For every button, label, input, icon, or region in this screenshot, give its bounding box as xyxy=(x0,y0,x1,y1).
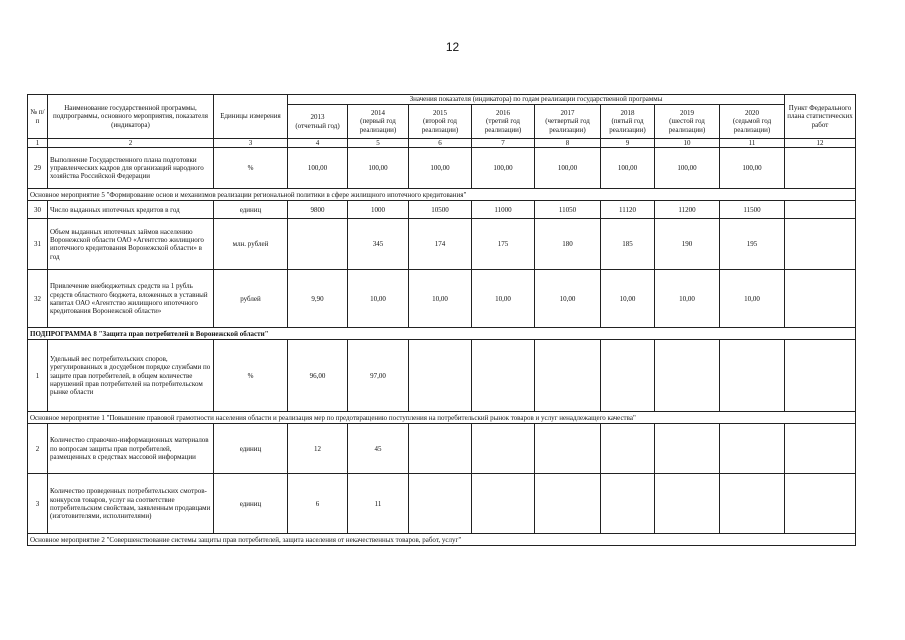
row-value: 100,00 xyxy=(655,148,720,189)
row-value: 190 xyxy=(655,219,720,270)
row-num: 29 xyxy=(28,148,48,189)
row-value: 100,00 xyxy=(535,148,601,189)
row-value: 195 xyxy=(720,219,785,270)
row-value: 10,00 xyxy=(472,270,535,328)
row-value: 10,00 xyxy=(409,270,472,328)
section-row xyxy=(28,412,856,424)
row-fed-plan xyxy=(785,201,856,219)
row-num: 32 xyxy=(28,270,48,328)
row-fed-plan xyxy=(785,424,856,474)
row-value: 10,00 xyxy=(655,270,720,328)
table-row xyxy=(28,474,856,534)
indicators-table xyxy=(27,94,856,546)
col-number: 3 xyxy=(214,139,288,148)
row-value xyxy=(655,424,720,474)
row-unit: единиц xyxy=(214,474,288,534)
row-value: 6 xyxy=(288,474,348,534)
row-unit: % xyxy=(214,340,288,412)
row-value: 96,00 xyxy=(288,340,348,412)
col-number: 8 xyxy=(535,139,601,148)
table-row xyxy=(28,148,856,189)
section-title: Основное мероприятие 5 "Формирование основ и механизмов реализации региональной политики в сфере жилищного ипотечного кредитования" xyxy=(28,189,856,201)
col-number: 11 xyxy=(720,139,785,148)
table-row xyxy=(28,270,856,328)
row-unit: единиц xyxy=(214,201,288,219)
header-unit: Единицы измерения xyxy=(214,95,288,139)
row-value xyxy=(655,474,720,534)
table-row xyxy=(28,424,856,474)
row-value: 100,00 xyxy=(601,148,655,189)
row-value xyxy=(409,424,472,474)
row-value xyxy=(409,474,472,534)
row-fed-plan xyxy=(785,340,856,412)
row-value: 180 xyxy=(535,219,601,270)
row-name: Выполнение Государственного плана подготовки управленческих кадров для организаций народного хозяйства Российской Федерации xyxy=(48,148,214,189)
row-value xyxy=(720,424,785,474)
row-value xyxy=(288,219,348,270)
row-value: 11000 xyxy=(472,201,535,219)
row-value: 175 xyxy=(472,219,535,270)
row-value: 9,90 xyxy=(288,270,348,328)
section-title: Основное мероприятие 2 "Совершенствование системы защиты прав потребителей, защита населения от некачественных товаров, работ, услуг" xyxy=(28,534,856,546)
row-name: Количество проведенных потребительских смотров-конкурсов товаров, услуг на соответствие потребительским свойствам, заявленным продавцами (изготовителями, исполнителями) xyxy=(48,474,214,534)
year-cell: 2019 (шестой год реализации) xyxy=(655,105,720,139)
row-value: 345 xyxy=(348,219,409,270)
col-number: 10 xyxy=(655,139,720,148)
row-num: 3 xyxy=(28,474,48,534)
year-cell: 2017 (четвертый год реализации) xyxy=(535,105,601,139)
row-value: 100,00 xyxy=(288,148,348,189)
row-fed-plan xyxy=(785,474,856,534)
header-row-1 xyxy=(28,95,856,105)
section-title: Основное мероприятие 1 "Повышение правовой грамотности населения области и реализация мер по предотвращению поступления на потребительский рынок товаров и услуг ненадлежащего качества" xyxy=(28,412,856,424)
row-value xyxy=(601,474,655,534)
row-value xyxy=(720,340,785,412)
table-row xyxy=(28,201,856,219)
row-value: 12 xyxy=(288,424,348,474)
col-number: 1 xyxy=(28,139,48,148)
row-num: 31 xyxy=(28,219,48,270)
year-cell: 2020 (седьмой год реализации) xyxy=(720,105,785,139)
header-name: Наименование государственной программы, подпрограммы, основного мероприятия, показателя (индикатора) xyxy=(48,95,214,139)
row-value: 185 xyxy=(601,219,655,270)
row-value: 11 xyxy=(348,474,409,534)
row-num: 1 xyxy=(28,340,48,412)
row-name: Количество справочно-информационных материалов по вопросам защиты прав потребителей, размещенных в средствах массовой информации xyxy=(48,424,214,474)
row-value xyxy=(535,474,601,534)
header-fed-plan: Пункт Федерального плана статистических работ xyxy=(785,95,856,139)
row-name: Удельный вес потребительских споров, урегулированных в досудебном порядке службами по защите прав потребителей, в общем количестве нарушений прав потребителей на потребительском рынке области xyxy=(48,340,214,412)
row-value: 11050 xyxy=(535,201,601,219)
year-cell: 2016 (третий год реализации) xyxy=(472,105,535,139)
col-number: 5 xyxy=(348,139,409,148)
row-value: 11500 xyxy=(720,201,785,219)
subprogram-row xyxy=(28,328,856,340)
row-value xyxy=(535,424,601,474)
row-value xyxy=(601,424,655,474)
row-unit: млн. рублей xyxy=(214,219,288,270)
col-number: 7 xyxy=(472,139,535,148)
row-value xyxy=(601,340,655,412)
row-fed-plan xyxy=(785,219,856,270)
row-value xyxy=(535,340,601,412)
table-row xyxy=(28,219,856,270)
row-value: 1000 xyxy=(348,201,409,219)
row-value xyxy=(409,340,472,412)
row-value: 100,00 xyxy=(720,148,785,189)
row-unit: единиц xyxy=(214,424,288,474)
row-name: Привлечение внебюджетных средств на 1 рубль средств областного бюджета, вложенных в уставный капитал ОАО «Агентство жилищного ипотечного кредитования Воронежской области» xyxy=(48,270,214,328)
row-value: 174 xyxy=(409,219,472,270)
row-value xyxy=(655,340,720,412)
row-unit: рублей xyxy=(214,270,288,328)
row-value: 10,00 xyxy=(535,270,601,328)
row-num: 2 xyxy=(28,424,48,474)
header-num: № п/п xyxy=(28,95,48,139)
row-num: 30 xyxy=(28,201,48,219)
year-cell: 2013 (отчетный год) xyxy=(288,105,348,139)
year-cell: 2014 (первый год реализации) xyxy=(348,105,409,139)
col-number: 6 xyxy=(409,139,472,148)
row-value xyxy=(472,474,535,534)
row-unit: % xyxy=(214,148,288,189)
col-number: 9 xyxy=(601,139,655,148)
row-value: 11120 xyxy=(601,201,655,219)
row-value: 97,00 xyxy=(348,340,409,412)
row-value: 9800 xyxy=(288,201,348,219)
row-value: 10,00 xyxy=(601,270,655,328)
row-name: Число выданных ипотечных кредитов в год xyxy=(48,201,214,219)
row-value: 100,00 xyxy=(348,148,409,189)
row-fed-plan xyxy=(785,148,856,189)
col-number: 4 xyxy=(288,139,348,148)
year-cell: 2018 (пятый год реализации) xyxy=(601,105,655,139)
row-value xyxy=(720,474,785,534)
row-value xyxy=(472,424,535,474)
row-value: 10500 xyxy=(409,201,472,219)
table-row xyxy=(28,340,856,412)
row-value: 100,00 xyxy=(409,148,472,189)
section-row xyxy=(28,189,856,201)
col-number: 2 xyxy=(48,139,214,148)
section-row xyxy=(28,534,856,546)
subprogram-title: ПОДПРОГРАММА 8 "Защита прав потребителей в Воронежской области" xyxy=(28,328,856,340)
col-number: 12 xyxy=(785,139,856,148)
year-cell: 2015 (второй год реализации) xyxy=(409,105,472,139)
row-value: 100,00 xyxy=(472,148,535,189)
header-values: Значения показателя (индикатора) по годам реализации государственной программы xyxy=(288,95,785,105)
row-value: 11200 xyxy=(655,201,720,219)
row-value: 45 xyxy=(348,424,409,474)
row-fed-plan xyxy=(785,270,856,328)
row-value: 10,00 xyxy=(720,270,785,328)
row-name: Объем выданных ипотечных займов населению Воронежской области ОАО «Агентство жилищного ипотечного кредитования Воронежской области» в год xyxy=(48,219,214,270)
column-numbers-row xyxy=(28,139,856,148)
page-number: 12 xyxy=(445,40,460,54)
row-value xyxy=(472,340,535,412)
row-value: 10,00 xyxy=(348,270,409,328)
